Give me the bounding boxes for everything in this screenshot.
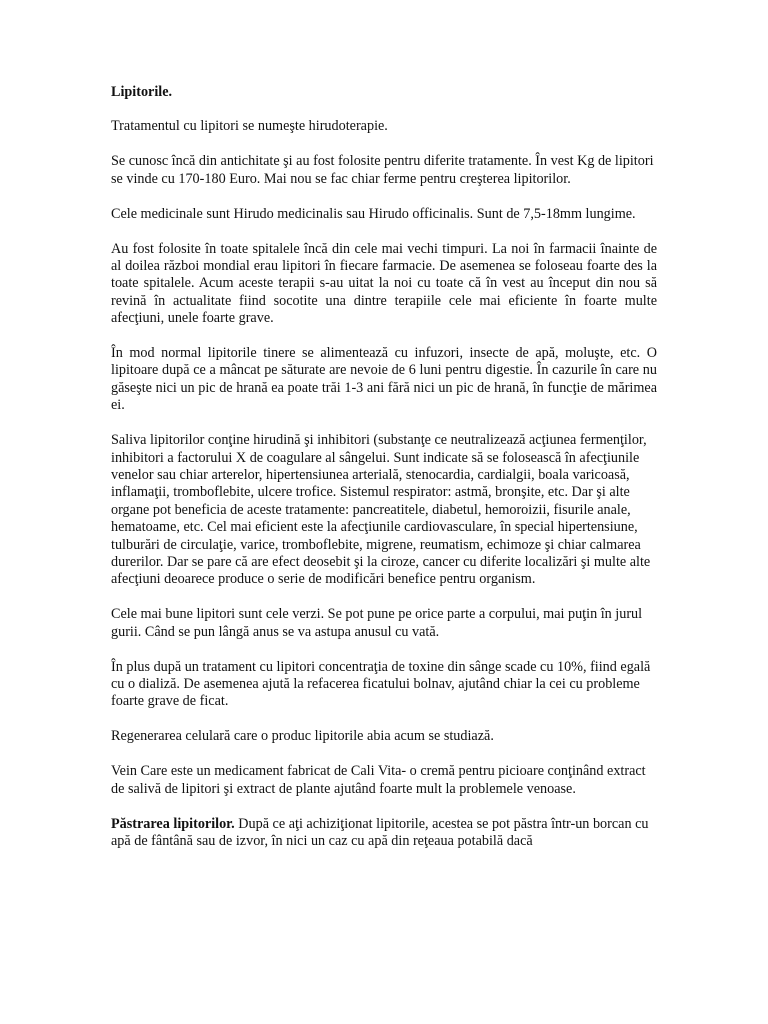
paragraph-vein-care: Vein Care este un medicament fabricat de Cali Vita- o cremă pentru picioare conţinând extract de salivă de lipitori şi extract de plante ajutând foarte mult la problemele venoase.	[111, 763, 646, 797]
paragraph-hospitals: Au fost folosite în toate spitalele încă din cele mai vechi timpuri. La noi în farmacii înainte de al doilea război mondial erau lipitori în fiecare farmacie. De asemenea se foloseau foarte des la toate spitalele. Acum aceste terapii s-au uitat la noi cu toate că în vest au început din nou să revină în actualitate fiind socotite una dintre terapiile cele mai eficiente în foarte multe afecţiuni, unele foarte grave.	[111, 240, 657, 327]
paragraph-intro: Tratamentul cu lipitori se numeşte hirudoterapie.	[111, 118, 388, 135]
paragraph-toxins: În plus după un tratament cu lipitori concentraţia de toxine din sânge scade cu 10%, fiind egală cu o dializă. De asemenea ajută la refacerea ficatului bolnav, ajutând chiar la cei cu probleme foarte grave de ficat.	[111, 658, 651, 710]
document-title: Lipitorile.	[111, 84, 173, 100]
paragraph-species: Cele medicinale sunt Hirudo medicinalis sau Hirudo officinalis. Sunt de 7,5-18mm lungime.	[111, 205, 636, 222]
paragraph-saliva: Saliva lipitorilor conţine hirudină şi inhibitori (substanţe ce neutralizează acţiunea fermenţilor, inhibitori a factorului X de coagulare al sângelui. Sunt indicate să se folosească în afecţiunile venelor sau chiar arterelor, hipertensiunea arterială, stenocardia, cardialgii, boala varicoasă, inflamaţii, tromboflebite, ulcere trofice. Sistemul respirator: astmă, bronşite, etc. Dar şi alte organe pot beneficia de aceste tratamente: pancreatitele, diabetul, hemoroizii, fisurile anale, hematoame, etc. Cel mai eficient este la afecţiunile cardiovasculare, în special hipertensiune, tulburări de circulaţie, varice, tromboflebite, migrene, reumatism, echimoze şi chiar calmarea durerilor. Dar se pare că are efect deosebit şi la ciroze, cancer cu diferite localizări şi multe alte afecţiuni deoarece produce o serie de modificări benefice pentru organism.	[111, 432, 651, 588]
paragraph-storage	[111, 816, 657, 851]
storage-text: După ce aţi achiziţionat lipitorile, acestea se pot păstra într-un borcan cu apă de fântână sau de izvor, în nici un caz cu apă din reţeaua potabilă dacă	[111, 815, 649, 849]
paragraph-history: Se cunosc încă din antichitate şi au fost folosite pentru diferite tratamente. În vest Kg de lipitori se vinde cu 170-180 Euro. Mai nou se fac chiar ferme pentru creşterea lipitorilor.	[111, 153, 654, 187]
paragraph-best-leeches: Cele mai bune lipitori sunt cele verzi. Se pot pune pe orice parte a corpului, mai puţin în jurul gurii. Când se pun lângă anus se va astupa anusul cu vată.	[111, 606, 643, 640]
document-page	[111, 84, 657, 868]
paragraph-feeding: În mod normal lipitorile tinere se alimentează cu infuzori, insecte de apă, moluşte, etc. O lipitoare după ce a mâncat pe săturate are nevoie de 6 luni pentru digestie. În cazurile în care nu găseşte nici un pic de hrană ea poate trăi 1-3 ani fără nici un pic de hrană, în funcţie de mărimea ei.	[111, 345, 657, 414]
storage-heading: Păstrarea lipitorilor.	[111, 815, 235, 832]
paragraph-regeneration: Regenerarea celulară care o produc lipitorile abia acum se studiază.	[111, 728, 494, 745]
